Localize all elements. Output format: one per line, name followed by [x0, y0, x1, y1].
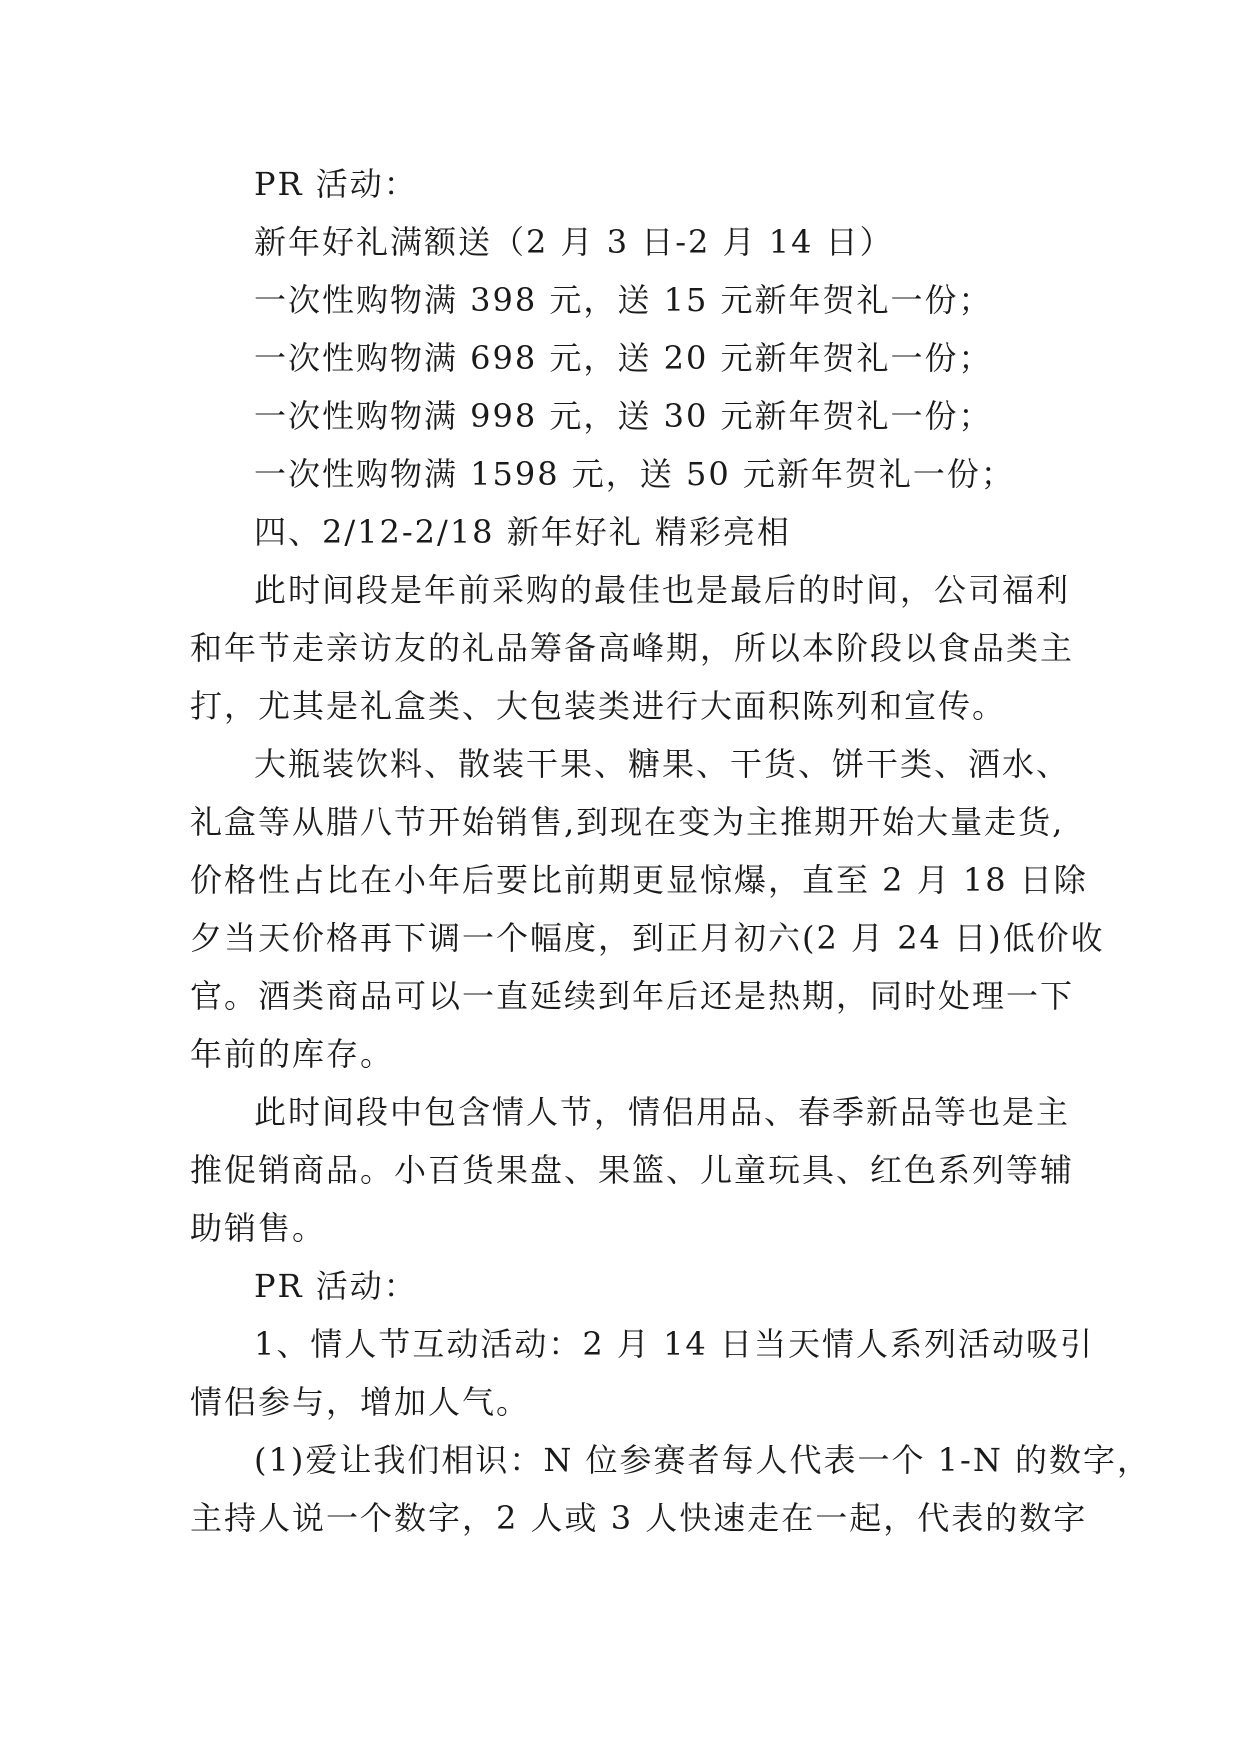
gift-tier-398: 一次性购物满 398 元，送 15 元新年贺礼一份；: [254, 281, 993, 319]
paragraph-line: 助销售。: [190, 1209, 327, 1247]
paragraph-line: 此时间段是年前采购的最佳也是最后的时间，公司福利: [254, 571, 1071, 609]
paragraph-line: 推促销商品。小百货果盘、果篮、儿童玩具、红色系列等辅: [190, 1151, 1075, 1189]
paragraph-line: 官。酒类商品可以一直延续到年后还是热期，同时处理一下: [190, 977, 1075, 1015]
paragraph-line: 打，尤其是礼盒类、大包装类进行大面积陈列和宣传。: [190, 687, 1007, 725]
paragraph-line: 礼盒等从腊八节开始销售,到现在变为主推期开始大量走货,: [190, 803, 1065, 841]
document-body: [190, 155, 1152, 1547]
section-four-heading: 四、2/12-2/18 新年好礼 精彩亮相: [254, 513, 791, 551]
gift-tier-998: 一次性购物满 998 元，送 30 元新年贺礼一份；: [254, 397, 993, 435]
paragraph-line: 夕当天价格再下调一个幅度，到正月初六(2 月 24 日)低价收: [190, 919, 1105, 957]
paragraph-line: (1)爱让我们相识：N 位参赛者每人代表一个 1-N 的数字，: [254, 1441, 1152, 1479]
paragraph-line: 大瓶装饮料、散装干果、糖果、干货、饼干类、酒水、: [254, 745, 1071, 783]
gift-tier-698: 一次性购物满 698 元，送 20 元新年贺礼一份；: [254, 339, 993, 377]
pr-activity-heading: PR 活动：: [254, 1267, 418, 1305]
pr-activity-heading: PR 活动：: [254, 165, 418, 203]
paragraph-line: 价格性占比在小年后要比前期更显惊爆，直至 2 月 18 日除: [190, 861, 1088, 899]
paragraph-line: 此时间段中包含情人节，情侣用品、春季新品等也是主: [254, 1093, 1071, 1131]
paragraph-line: 和年节走亲访友的礼品筹备高峰期，所以本阶段以食品类主: [190, 629, 1075, 667]
paragraph-line: 1、情人节互动活动：2 月 14 日当天情人系列活动吸引: [254, 1325, 1094, 1363]
paragraph-line: 情侣参与，增加人气。: [190, 1383, 531, 1421]
gift-tier-1598: 一次性购物满 1598 元，送 50 元新年贺礼一份；: [254, 455, 1015, 493]
paragraph-line: 年前的库存。: [190, 1035, 395, 1073]
paragraph-line: 主持人说一个数字，2 人或 3 人快速走在一起，代表的数字: [190, 1499, 1088, 1537]
new-year-gift-heading: 新年好礼满额送（2 月 3 日-2 月 14 日）: [254, 223, 894, 261]
